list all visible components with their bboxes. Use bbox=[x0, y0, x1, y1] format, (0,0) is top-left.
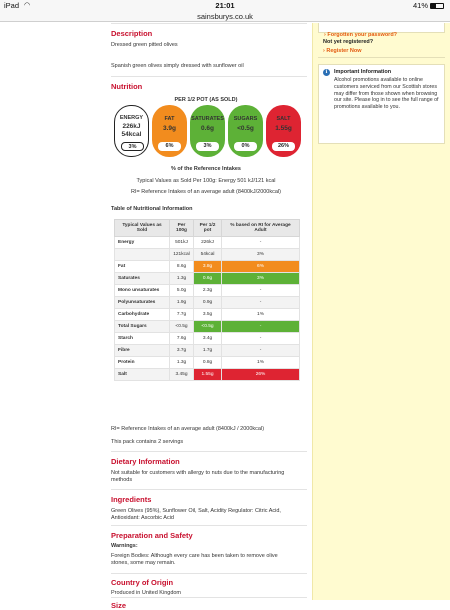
table-row-salt bbox=[115, 369, 300, 381]
energy-badge bbox=[114, 105, 149, 157]
cell-label: Mono unsaturates bbox=[115, 285, 170, 297]
cell-perhalfpot: <0.5g bbox=[194, 321, 222, 333]
origin-text: Produced in United Kingdom bbox=[111, 590, 182, 596]
ingredients-text: Green Olives (95%), Sunflower Oil, Salt, Acidity Regulator: Citric Acid, Antioxidant: Ascorbic Acid bbox=[111, 508, 281, 521]
cell-per100g: 7.6g bbox=[170, 333, 194, 345]
per-portion-label: PER 1/2 POT (AS SOLD) bbox=[174, 97, 238, 103]
cell-perhalfpot: 0.8g bbox=[194, 357, 222, 369]
cell-perhalfpot: 3.5g bbox=[194, 309, 222, 321]
salt-percent: 26% bbox=[272, 142, 295, 151]
cell-perhalfpot: 1.7g bbox=[194, 345, 222, 357]
cell-label: Protein bbox=[115, 357, 170, 369]
typical-values: Typical Values as Sold Per 100g: Energy 501 kJ/121 kcal bbox=[136, 178, 276, 184]
energy-percent: 3% bbox=[121, 142, 144, 151]
sugars-name: SUGARS bbox=[233, 116, 258, 122]
col-header-typical: Typical Values as Sold bbox=[115, 220, 170, 237]
forgotten-password-link[interactable]: › Forgotten your password? bbox=[324, 32, 398, 38]
status-time: 21:01 bbox=[215, 1, 235, 10]
energy-name: ENERGY bbox=[119, 115, 144, 121]
carrier-label: iPad bbox=[4, 1, 20, 10]
cell-perhalfpot: 3.8g bbox=[194, 261, 222, 273]
ri-note-2: RI= Reference Intakes of an average adult (8400kJ / 2000kcal) bbox=[111, 426, 265, 432]
table-row-energy-kcal bbox=[115, 249, 300, 261]
cell-label: Fibre bbox=[115, 345, 170, 357]
cell-per100g: 5.0g bbox=[170, 285, 194, 297]
cell-label: Carbohydrate bbox=[115, 309, 170, 321]
cell-perhalfpot: 0.9g bbox=[194, 297, 222, 309]
dietary-text: Not suitable for customers with allergy to nuts due to the manufacturing methods bbox=[111, 470, 285, 483]
sugars-value: <0.5g bbox=[237, 125, 254, 132]
cell-perhalfpot: 226kJ bbox=[194, 237, 222, 249]
info-title: Important Information bbox=[334, 69, 392, 75]
cell-per100g: 121kcal bbox=[170, 249, 194, 261]
cell-per100g: 1.9g bbox=[170, 297, 194, 309]
cell-label bbox=[115, 249, 170, 261]
cell-ri: 1% bbox=[222, 309, 300, 321]
register-now-link[interactable]: › Register Now bbox=[323, 48, 362, 54]
sugars-badge bbox=[228, 105, 263, 157]
cell-ri: - bbox=[222, 237, 300, 249]
cell-label: Polyunsaturates bbox=[115, 297, 170, 309]
table-row-total-sugars bbox=[115, 321, 300, 333]
sugars-percent: 0% bbox=[234, 142, 257, 151]
energy-kcal: 54kcal bbox=[121, 131, 142, 138]
cell-ri: 1% bbox=[222, 357, 300, 369]
cell-label: Energy bbox=[115, 237, 170, 249]
status-bar bbox=[0, 0, 450, 12]
energy-kj: 226kJ bbox=[122, 123, 141, 130]
cell-ri: - bbox=[222, 285, 300, 297]
preparation-title: Preparation and Safety bbox=[111, 531, 193, 540]
description-line-2: Spanish green olives simply dressed with sunflower oil bbox=[111, 63, 244, 69]
preparation-section bbox=[111, 525, 307, 567]
info-text: Alcohol promotions available to online customers serviced from our Scottish stores may differ from those shown when browsing our site. Please log in to see the full range of promotions available to you. bbox=[334, 77, 439, 111]
cell-perhalfpot: 3.4g bbox=[194, 333, 222, 345]
ingredients-section bbox=[111, 489, 307, 522]
battery-icon bbox=[430, 3, 444, 9]
table-row-fat bbox=[115, 261, 300, 273]
nutrition-table bbox=[114, 219, 300, 381]
cell-ri: 6% bbox=[222, 261, 300, 273]
cell-ri: 3% bbox=[222, 273, 300, 285]
cell-ri: 3% bbox=[222, 249, 300, 261]
ingredients-title: Ingredients bbox=[111, 495, 152, 504]
wifi-icon: ◠ bbox=[24, 2, 31, 9]
cell-ri: - bbox=[222, 297, 300, 309]
origin-section bbox=[111, 573, 307, 597]
salt-name: SALT bbox=[276, 116, 291, 122]
dietary-title: Dietary Information bbox=[111, 457, 180, 466]
table-row-polyunsaturates bbox=[115, 297, 300, 309]
col-header-perhalfpot: Per 1/2 pot bbox=[194, 220, 222, 237]
size-section bbox=[111, 597, 307, 610]
cell-per100g: 8.6g bbox=[170, 261, 194, 273]
cell-label: Saturates bbox=[115, 273, 170, 285]
salt-value: 1.55g bbox=[275, 125, 292, 132]
fat-value: 3.9g bbox=[162, 125, 176, 132]
size-title: Size bbox=[111, 601, 127, 610]
saturates-badge bbox=[190, 105, 225, 157]
page bbox=[0, 23, 450, 610]
cell-perhalfpot: 54kcal bbox=[194, 249, 222, 261]
dietary-section bbox=[111, 451, 307, 484]
cell-per100g: 3.45g bbox=[170, 369, 194, 381]
salt-badge bbox=[266, 105, 301, 157]
col-header-per100g: Per 100g bbox=[170, 220, 194, 237]
table-row-carbohydrate bbox=[115, 309, 300, 321]
ri-heading: % of the Reference Intakes bbox=[171, 166, 241, 172]
cell-per100g: 7.7g bbox=[170, 309, 194, 321]
cell-perhalfpot: 0.6g bbox=[194, 273, 222, 285]
important-info-box bbox=[318, 64, 445, 144]
table-header-row bbox=[115, 220, 300, 237]
description-section bbox=[111, 23, 307, 70]
reference-intake-notes bbox=[111, 166, 307, 213]
cell-label: Starch bbox=[115, 333, 170, 345]
cell-perhalfpot: 2.3g bbox=[194, 285, 222, 297]
cell-ri: 26% bbox=[222, 369, 300, 381]
cell-ri: - bbox=[222, 321, 300, 333]
cell-per100g: 1.3g bbox=[170, 357, 194, 369]
table-row-protein bbox=[115, 357, 300, 369]
battery-percent: 41% bbox=[412, 1, 428, 10]
fat-badge bbox=[152, 105, 187, 157]
nutrition-title: Nutrition bbox=[111, 82, 143, 91]
description-title: Description bbox=[111, 29, 153, 38]
table-row-starch bbox=[115, 333, 300, 345]
traffic-light-labels bbox=[114, 105, 300, 157]
battery-indicator bbox=[413, 1, 444, 10]
cell-per100g: <0.5g bbox=[170, 321, 194, 333]
saturates-percent: 3% bbox=[196, 142, 219, 151]
address-bar[interactable] bbox=[0, 12, 450, 22]
table-row-mono-unsaturates bbox=[115, 285, 300, 297]
cell-label: Total Sugars bbox=[115, 321, 170, 333]
cell-per100g: 1.3g bbox=[170, 273, 194, 285]
saturates-value: 0.6g bbox=[200, 125, 214, 132]
nutrition-table-wrap bbox=[114, 219, 310, 381]
fat-name: FAT bbox=[164, 116, 175, 122]
cell-perhalfpot: 1.55g bbox=[194, 369, 222, 381]
table-title: Table of Nutritional Information bbox=[111, 206, 193, 212]
not-registered-label: Not yet registered? bbox=[323, 39, 374, 45]
col-header-ri: % based on RI for Average Adult bbox=[222, 220, 300, 237]
servings-note: This pack contains 2 servings bbox=[111, 439, 184, 445]
description-line-1: Dressed green pitted olives bbox=[111, 42, 178, 48]
cell-label: Salt bbox=[115, 369, 170, 381]
nutrition-section bbox=[111, 76, 307, 103]
cell-per100g: 501kJ bbox=[170, 237, 194, 249]
ri-note: RI= Reference Intakes of an average adult (8400kJ/2000kcal) bbox=[131, 189, 281, 195]
warnings-label: Warnings: bbox=[111, 543, 138, 549]
sidebar-divider bbox=[318, 57, 445, 58]
table-row-fibre bbox=[115, 345, 300, 357]
url-text: sainsburys.co.uk bbox=[197, 12, 253, 21]
table-row-energy-kj bbox=[115, 237, 300, 249]
table-row-saturates bbox=[115, 273, 300, 285]
origin-title: Country of Origin bbox=[111, 578, 174, 587]
cell-per100g: 3.7g bbox=[170, 345, 194, 357]
table-body bbox=[115, 237, 300, 381]
cell-ri: - bbox=[222, 345, 300, 357]
saturates-name: SATURATES bbox=[191, 116, 224, 122]
cell-label: Fat bbox=[115, 261, 170, 273]
login-box bbox=[318, 23, 445, 38]
info-icon: i bbox=[323, 69, 330, 76]
table-footnotes bbox=[111, 426, 307, 446]
warnings-text: Foreign Bodies: Although every care has been taken to remove olive stones, some may remain. bbox=[111, 553, 278, 566]
cell-ri: - bbox=[222, 333, 300, 345]
sidebar bbox=[312, 23, 450, 600]
fat-percent: 6% bbox=[158, 142, 181, 151]
